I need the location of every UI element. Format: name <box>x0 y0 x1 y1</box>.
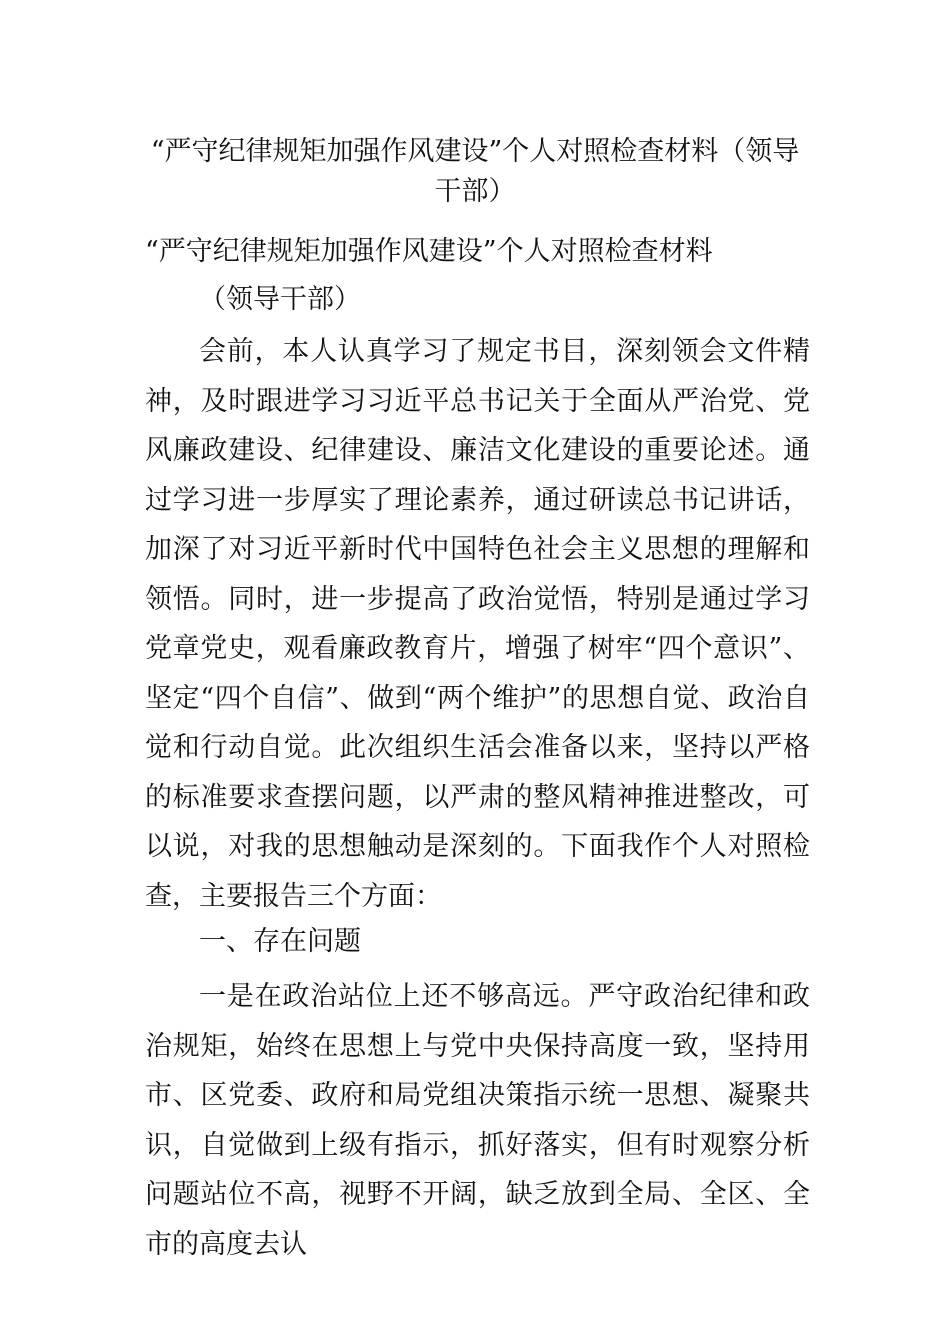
paragraph-intro: 会前，本人认真学习了规定书目，深刻领会文件精神，及时跟进学习习近平总书记关于全面从严治党、党风廉政建设、纪律建设、廉洁文化建设的重要论述。通过学习进一步厚实了理论素养，通过研读总书记讲话，加深了对习近平新时代中国特色社会主义思想的理解和领悟。同时，进一步提高了政治觉悟，特别是通过学习党章党史，观看廉政教育片，增强了树牢“四个意识”、坚定“四个自信”、做到“两个维护”的思想自觉、政治自觉和行动自觉。此次组织生活会准备以来，坚持以严格的标准要求查摆问题，以严肃的整风精神推进整改，可以说，对我的思想触动是深刻的。下面我作个人对照检查，主要报告三个方面： <box>145 336 810 912</box>
section-heading-problems: 一、存在问题 <box>199 926 361 957</box>
paragraph-political-stance: 一是在政治站位上还不够高远。严守政治纪律和政治规矩，始终在思想上与党中央保持高度一致，坚持用市、区党委、政府和局党组决策指示统一思想、凝聚共识，自觉做到上级有指示，抓好落实，但有时观察分析问题站位不高，视野不开阔，缺乏放到全局、全区、全市的高度去认 <box>145 981 810 1260</box>
document-subtitle: “严守纪律规矩加强作风建设”个人对照检查材料 <box>145 236 713 267</box>
author-role: （领导干部） <box>199 284 361 315</box>
document-title: “严守纪律规矩加强作风建设”个人对照检查材料（领导干部） <box>150 136 800 207</box>
